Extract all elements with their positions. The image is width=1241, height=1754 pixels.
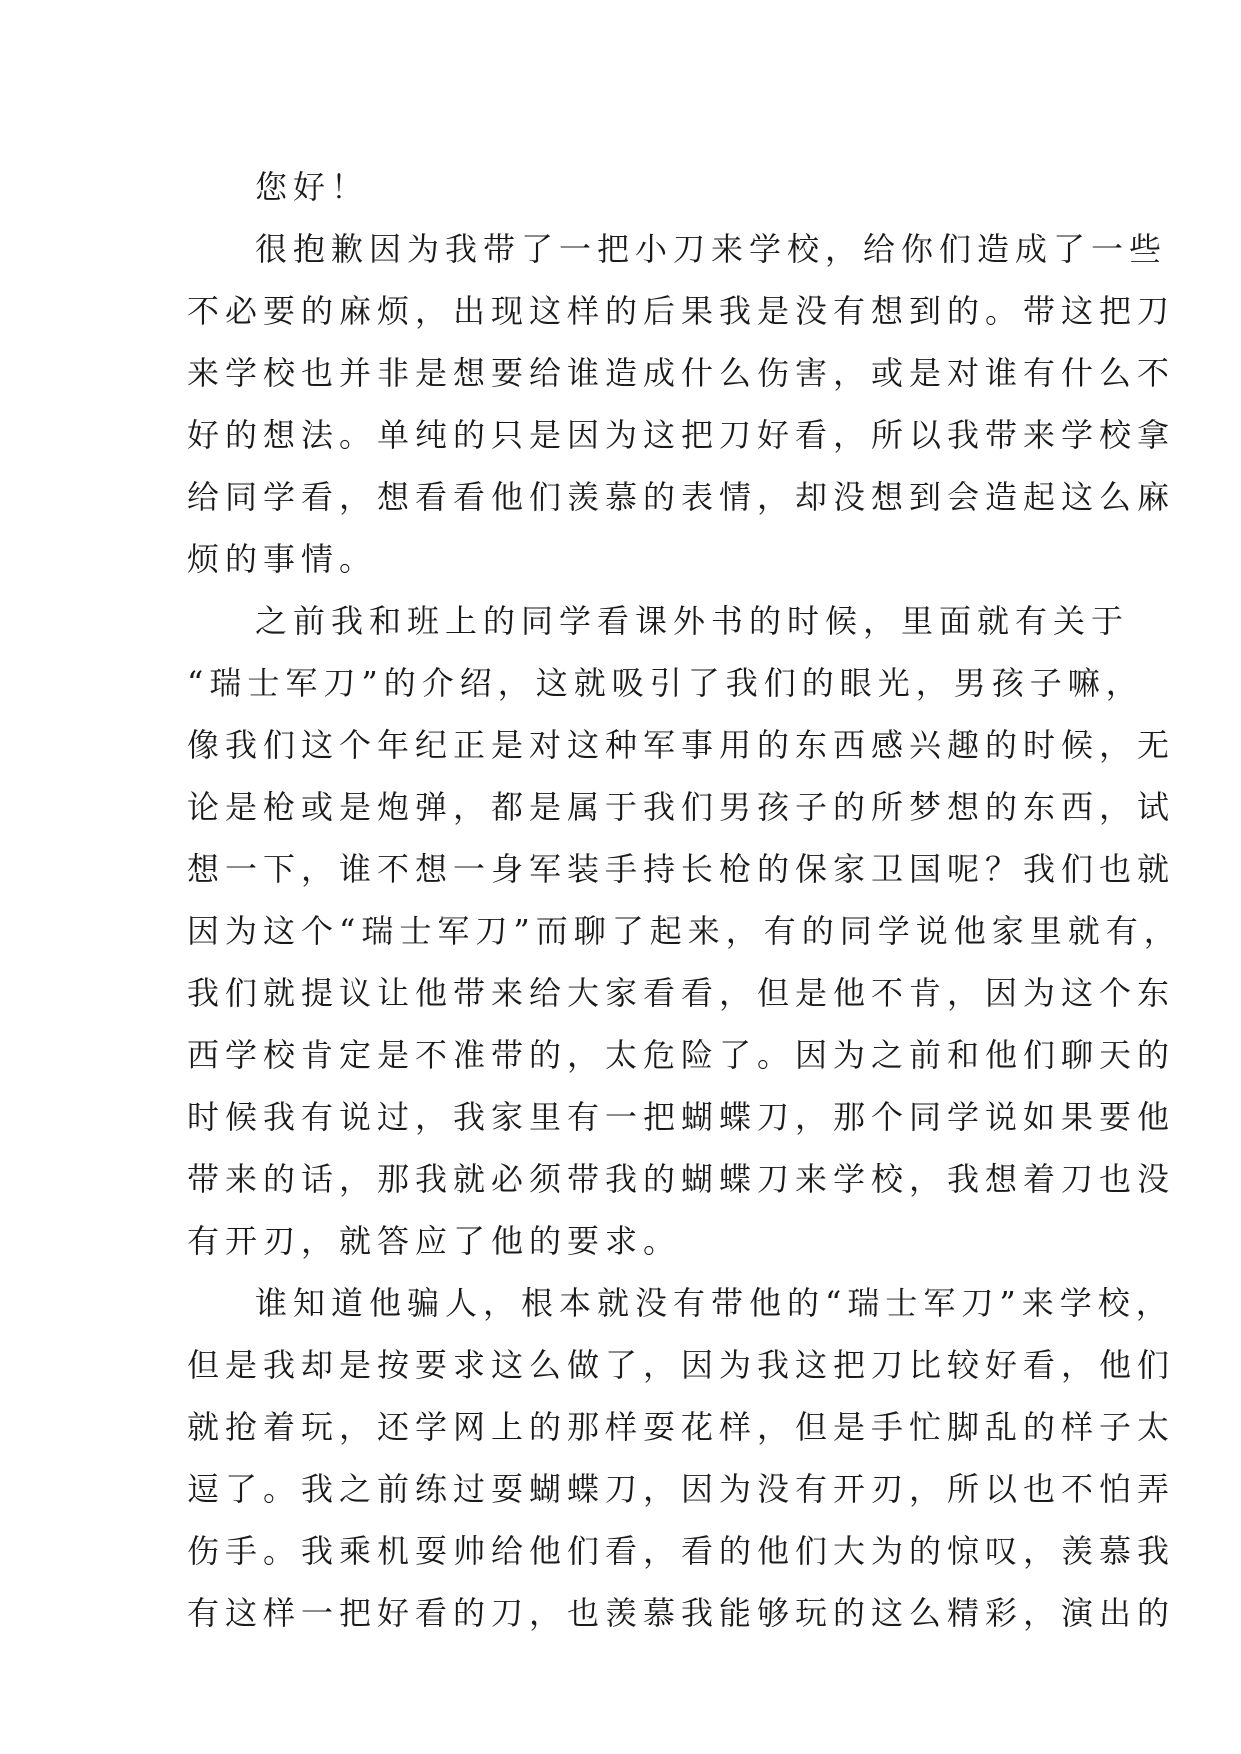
paragraph-1-line-5: 给同学看，想看看他们羡慕的表情，却没想到会造起这么麻 (187, 478, 1176, 516)
paragraph-1-line-4: 好的想法。单纯的只是因为这把刀好看，所以我带来学校拿 (187, 416, 1176, 454)
paragraph-2-line-8: 西学校肯定是不准带的，太危险了。因为之前和他们聊天的 (187, 1036, 1176, 1074)
greeting: 您好！ (255, 168, 370, 206)
paragraph-1-line-3: 来学校也并非是想要给谁造成什么伤害，或是对谁有什么不 (187, 354, 1176, 392)
paragraph-2-line-11: 有开刃，就答应了他的要求。 (187, 1222, 682, 1260)
paragraph-2-line-2: “瑞士军刀”的介绍，这就吸引了我们的眼光，男孩子嘛， (187, 664, 1144, 702)
paragraph-3-line-2: 但是我却是按要求这么做了，因为我这把刀比较好看，他们 (187, 1346, 1176, 1384)
paragraph-1-line-6: 烦的事情。 (187, 540, 378, 578)
paragraph-2-line-9: 时候我有说过，我家里有一把蝴蝶刀，那个同学说如果要他 (187, 1098, 1176, 1136)
paragraph-2-line-10: 带来的话，那我就必须带我的蝴蝶刀来学校，我想着刀也没 (187, 1160, 1176, 1198)
paragraph-1-line-1: 很抱歉因为我带了一把小刀来学校，给你们造成了一些 (255, 230, 1168, 268)
paragraph-3-line-6: 有这样一把好看的刀，也羡慕我能够玩的这么精彩，演出的 (187, 1594, 1176, 1632)
paragraph-2-line-4: 论是枪或是炮弹，都是属于我们男孩子的所梦想的东西，试 (187, 788, 1176, 826)
paragraph-2-line-3: 像我们这个年纪正是对这种军事用的东西感兴趣的时候，无 (187, 726, 1176, 764)
paragraph-3-line-4: 逗了。我之前练过耍蝴蝶刀，因为没有开刃，所以也不怕弄 (187, 1470, 1176, 1508)
paragraph-3-line-1: 谁知道他骗人，根本就没有带他的“瑞士军刀”来学校， (255, 1284, 1174, 1322)
paragraph-2-line-5: 想一下，谁不想一身军装手持长枪的保家卫国呢？我们也就 (187, 850, 1176, 888)
paragraph-1-line-2: 不必要的麻烦，出现这样的后果我是没有想到的。带这把刀 (187, 292, 1176, 330)
paragraph-2-line-1: 之前我和班上的同学看课外书的时候，里面就有关于 (255, 602, 1130, 640)
paragraph-2-line-6: 因为这个“瑞士军刀”而聊了起来，有的同学说他家里就有， (187, 912, 1182, 950)
paragraph-3-line-5: 伤手。我乘机耍帅给他们看，看的他们大为的惊叹，羡慕我 (187, 1532, 1176, 1570)
paragraph-3-line-3: 就抢着玩，还学网上的那样耍花样，但是手忙脚乱的样子太 (187, 1408, 1176, 1446)
paragraph-2-line-7: 我们就提议让他带来给大家看看，但是他不肯，因为这个东 (187, 974, 1176, 1012)
letter-body (187, 156, 1182, 1644)
